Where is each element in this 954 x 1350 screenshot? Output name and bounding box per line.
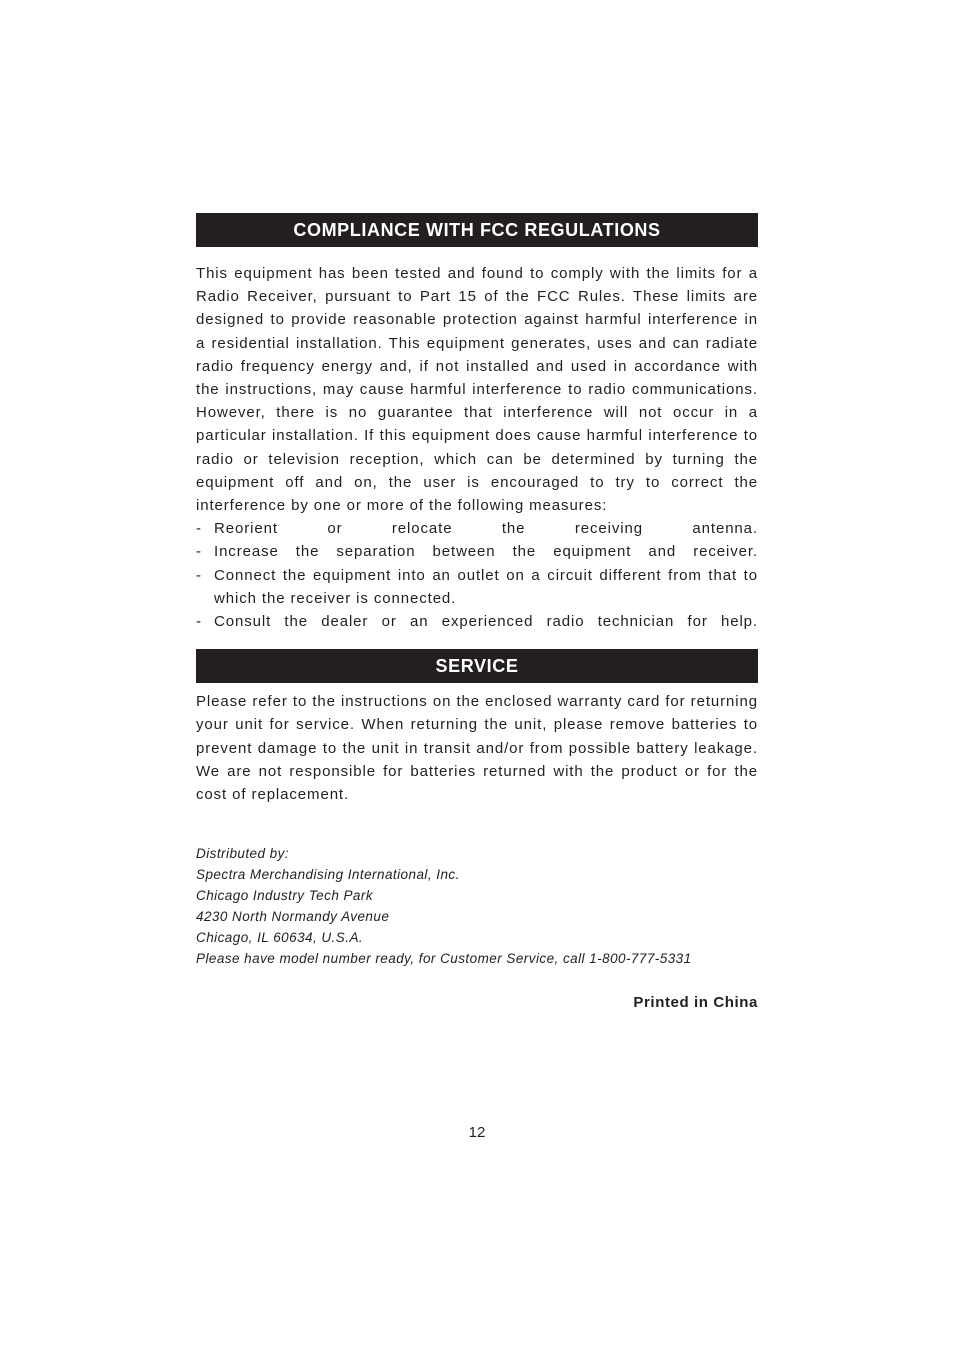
printed-in-label: Printed in China bbox=[633, 994, 758, 1012]
bullet-dash: - bbox=[196, 520, 202, 538]
list-item bbox=[196, 517, 758, 540]
distributor-info bbox=[196, 843, 758, 969]
bullet-dash: - bbox=[196, 613, 202, 631]
service-section-heading: SERVICE bbox=[196, 649, 758, 683]
distributor-line: Please have model number ready, for Customer Service, call 1-800-777-5331 bbox=[196, 951, 692, 967]
distributor-line: Chicago Industry Tech Park bbox=[196, 888, 374, 904]
list-item bbox=[196, 610, 758, 633]
fcc-compliance-paragraph: This equipment has been tested and found to comply with the limits for a Radio Receiver, pursuant to Part 15 of the FCC Rules. These limits are designed to provide reasonable protection against harmful interference in a residential installation. This equipment generates, uses and can radiate radio frequency energy and, if not installed and used in accordance with the instructions, may cause harmful interference to radio communications. However, there is no guarantee that interference will not occur in a particular installation. If this equipment does cause harmful interference to radio or television reception, which can be determined by turning the equipment off and on, the user is encouraged to try to correct the interference by one or more of the following measures: bbox=[196, 265, 758, 515]
measure-text: Connect the equipment into an outlet on a circuit different from that to which the receiver is connected. bbox=[214, 566, 758, 607]
measure-text: Reorient or relocate the receiving antenna. bbox=[214, 520, 758, 538]
fcc-measures-list bbox=[196, 517, 758, 633]
service-paragraph: Please refer to the instructions on the enclosed warranty card for returning your unit for service. When returning the unit, please remove batteries to prevent damage to the unit in transit and/or from possible battery leakage. We are not responsible for batteries returned with the product or for the cost of replacement. bbox=[196, 693, 758, 804]
distributor-line: Spectra Merchandising International, Inc. bbox=[196, 867, 460, 883]
list-item bbox=[196, 540, 758, 563]
page-content bbox=[196, 213, 758, 1013]
measure-text: Increase the separation between the equipment and receiver. bbox=[214, 543, 758, 561]
distributor-line: 4230 North Normandy Avenue bbox=[196, 909, 390, 925]
distributor-line: Distributed by: bbox=[196, 846, 290, 862]
bullet-dash: - bbox=[196, 566, 202, 584]
distributor-line: Chicago, IL 60634, U.S.A. bbox=[196, 930, 364, 946]
list-item bbox=[196, 564, 758, 610]
bullet-dash: - bbox=[196, 543, 202, 561]
measure-text: Consult the dealer or an experienced radio technician for help. bbox=[214, 613, 758, 631]
fcc-section-heading: COMPLIANCE WITH FCC REGULATIONS bbox=[196, 213, 758, 247]
page-number: 12 bbox=[468, 1124, 486, 1141]
